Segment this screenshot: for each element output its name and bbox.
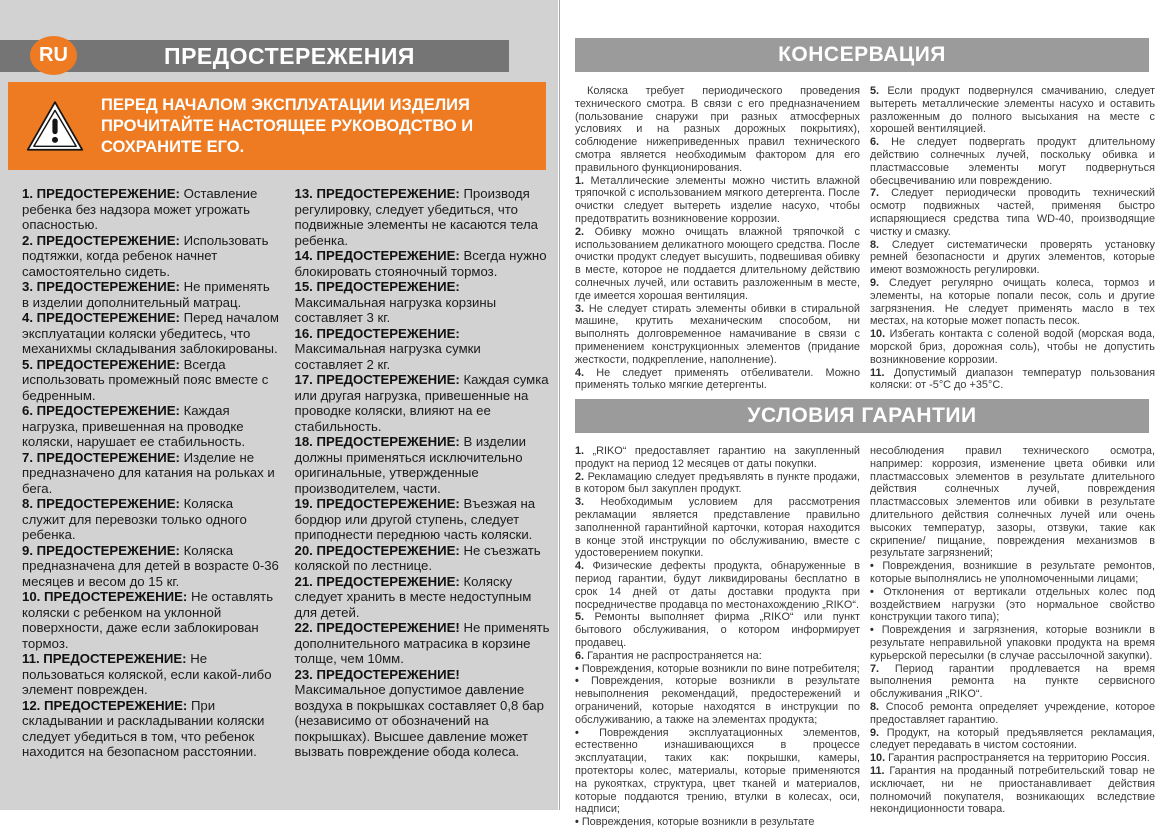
paragraph: 19. ПРЕДОСТЕРЕЖЕНИЕ: Въезжая на бордюр или другой ступень, следует приподнести переднюю часть коляски. — [294, 496, 536, 542]
paragraph: 17. ПРЕДОСТЕРЕЖЕНИЕ: Каждая сумка или другая нагрузка, привешенные на проводке коляски, влияют на ее стабильность. — [294, 372, 549, 434]
paragraph: 13. ПРЕДОСТЕРЕЖЕНИЕ: Производя регулировку, следует убедиться, что подвижные элементы не касаются тела ребенка. — [294, 186, 538, 248]
maintenance-column-1 — [575, 85, 860, 392]
paragraph: 23. ПРЕДОСТЕРЕЖЕНИЕ! Максимальное допустимое давление воздуха в покрышках составляет 0,8 бар (независимо от обозначений на покрышках). Высшее давление может вызвать повреждение обода колеса. — [294, 666, 544, 759]
paragraph: 6. ПРЕДОСТЕРЕЖЕНИЕ: Каждая нагрузка, привешенная на проводке коляски, нарушает ее стабильность. — [22, 403, 246, 449]
paragraph: • Повреждения эксплуатационных элементов, естественно изнашивающихся в процессе эксплуатации, таких как: покрышки, камеры, протекторы колес, материалы, которые применяются на рукоятках, структура, цвет тканей и материалов, которые поддаются трению, втулки в колесах, оси, надписи; — [575, 726, 860, 816]
read-before-use-banner — [8, 82, 546, 170]
paragraph: 6. Не следует подвергать продукт длительному действию солнечных лучей, поскольку обивка и пластмассовые элементы могут подвернуться обесцвечиванию или повреждению. — [870, 136, 1156, 187]
warnings-notice: ПЕРЕД НАЧАЛОМ ЭКСПЛУАТАЦИИ ИЗДЕЛИЯ ПРОЧИТАЙТЕ НАСТОЯЩЕЕ РУКОВОДСТВО И СОХРАНИТЕ ЕГО. — [101, 95, 474, 156]
paragraph: 16. ПРЕДОСТЕРЕЖЕНИЕ: Максимальная нагрузка сумки составляет 2 кг. — [294, 325, 481, 372]
warnings-title: ПРЕДОСТЕРЕЖЕНИЯ — [164, 43, 415, 69]
maintenance-title: КОНСЕРВАЦИЯ — [778, 43, 946, 66]
language-badge: RU — [30, 36, 77, 75]
warning-triangle-icon — [26, 100, 84, 152]
right-panel — [561, 0, 1160, 829]
warranty-title: УСЛОВИЯ ГАРАНТИИ — [747, 404, 977, 427]
paragraph: 5. Если продукт подвернулся смачиванию, следует вытереть металлические элементы насухо и оставить разложенным до полного высыхания на месте с хорошей вентиляцией. — [870, 85, 1156, 136]
paragraph: несоблюдения правил технического осмотра, например: коррозия, изменение цвета обивки или пластмассовых элементов в результате длительного действия солнечных лучей, повреждения пластмассовых элементов или обивки в результате длительного действия солнечных лучей или очень высоких температур, зазоры, отзвуки, такие как скрипение/ пищание, повреждения механизмов в результате загрязнений; — [870, 445, 1155, 560]
paragraph: 4. ПРЕДОСТЕРЕЖЕНИЕ: Перед началом эксплуатации коляски убедитесь, что механихмы складывания заблокированы. — [22, 310, 279, 356]
paragraph: 5. ПРЕДОСТЕРЕЖЕНИЕ: Всегда использовать промежный пояс вместе с бедренным. — [22, 356, 269, 403]
paragraph: 4. Физические дефекты продукта, обнаруженные в период гарантии, будут ликвидированы бесплатно в срок 14 дней от даты доставки продукта при посредничестве продавца по местонахождению „RIKO“. — [575, 560, 861, 611]
paragraph: 18. ПРЕДОСТЕРЕЖЕНИЕ: В изделии должны применяться исключительно оригинальные, утвержденные производителем, части. — [294, 434, 527, 496]
warranty-section — [575, 445, 1155, 829]
paragraph: 7. ПРЕДОСТЕРЕЖЕНИЕ: Изделие не предназначено для катания на рольках и бега. — [22, 449, 275, 496]
paragraph: 21. ПРЕДОСТЕРЕЖЕНИЕ: Коляску следует хранить в месте недоступным для детей. — [294, 573, 532, 620]
paragraph: Коляска требует периодического проведения технического смотра. В связи с его предназначением (пользование снаружи при разных атмосферных условиях и на разных дорожных покрытиях), соблюдение нижеприведенных правил технического смотра является необходимым фактором для его правильного функционирования. — [575, 85, 860, 174]
paragraph: 11. Допустимый диапазон температур пользования коляски: от -5°C до +35°C. — [870, 366, 1155, 392]
paragraph: 1. ПРЕДОСТЕРЕЖЕНИЕ: Оставление ребенка без надзора может угрожать опасностью. — [22, 186, 258, 232]
paragraph: • Повреждения и загрязнения, которые возникли в результате неправильной упаковки продукта на время курьерской пересылки (в случае рассылочной закупки). — [870, 624, 1156, 662]
paragraph: 10. Гарантия распространяется на территорию Россия. — [870, 752, 1150, 765]
maintenance-column-2 — [870, 85, 1155, 392]
paragraph: 9. Следует регулярно очищать колеса, тормоз и элементы, на которые попали песок, соль и другие загрязнения. Не следует применять масло в тех местах, на которые может попасть песок. — [870, 276, 1156, 328]
paragraph: 2. ПРЕДОСТЕРЕЖЕНИЕ: Использовать подтяжки, когда ребенок начнет самостоятельно сидеть. — [22, 232, 269, 279]
paragraph: 2. Рекламацию следует предъявлять в пункте продажи, в котором был закуплен продукт. — [575, 470, 861, 496]
paragraph: • Повреждения, которые возникли в результате невыполнения рекомендаций, предостережений и ограничений, которые находятся в инструкции по обслуживанию, а также на элементах продукта; — [575, 675, 860, 726]
paragraph: 11. Гарантия на проданный потребительский товар не исключает, ни не приостанавливает действия полномочий покупателя, возникающих вследствие некондиционности товара. — [870, 764, 1155, 816]
paragraph: 12. ПРЕДОСТЕРЕЖЕНИЕ: При складывании и раскладывании коляски следует убедиться в том, что ребенок находится на безопасном расстоянии. — [22, 697, 265, 759]
paragraph: 14. ПРЕДОСТЕРЕЖЕНИЕ: Всегда нужно блокировать стояночный тормоз. — [294, 248, 547, 279]
paragraph: 22. ПРЕДОСТЕРЕЖЕНИЕ! Не применять дополнительного матрасика в корзине толще, чем 10мм. — [294, 620, 550, 666]
paragraph: 8. Способ ремонта определяет учреждение, которое предоставляет гарантию. — [870, 700, 1156, 726]
panel-divider — [559, 0, 560, 810]
warnings-column-1 — [22, 186, 280, 760]
paragraph: 3. ПРЕДОСТЕРЕЖЕНИЕ: Не применять в изделии дополнительный матрац. — [22, 279, 270, 310]
paragraph: 10. Избегать контакта с соленой водой (морская вода, морской бриз, дорожная соль), чтобы не допустить возникновение коррозии. — [870, 328, 1155, 366]
paragraph: 8. ПРЕДОСТЕРЕЖЕНИЕ: Коляска служит для перевозки только одного ребенка. — [22, 496, 247, 542]
maintenance-header — [575, 38, 1149, 72]
paragraph: 7. Следует периодически проводить технический осмотр подвижных частей, применяя быстро испаряющиеся средства типа WD-40, производящие чистку и смазку. — [870, 187, 1155, 238]
paragraph: 5. Ремонты выполняет фирма „RIKO“ или пункт бытового обслуживания, о котором информирует продавец. — [575, 611, 861, 649]
paragraph: 15. ПРЕДОСТЕРЕЖЕНИЕ: Максимальная нагрузка корзины составляет 3 кг. — [294, 279, 497, 325]
paragraph: 6. Гарантия не распространяется на: — [575, 649, 762, 662]
warnings-body — [22, 186, 552, 760]
paragraph: 3. Не следует стирать элементы обивки в стиральной машине, крутить механическим способом, ни выполнять долговременное намачивание в связи с применением конструкционных элементов (придание жесткости, подкрепление, наполнение). — [575, 302, 861, 366]
paragraph: 20. ПРЕДОСТЕРЕЖЕНИЕ: Не съезжать коляской по лестнице. — [294, 542, 541, 573]
paragraph: 8. Следует систематически проверять установку ремней безопасности и других элементов, которые имеют возможность регулировки. — [870, 238, 1155, 277]
paragraph: 4. Не следует применять отбеливатели. Можно применять только мягкие детергенты. — [575, 366, 861, 392]
paragraph: • Повреждения, которые возникли по вине потребителя; — [575, 662, 860, 675]
paragraph: 9. Продукт, на который предъявляется рекламация, следует передавать в чистом состоянии. — [870, 726, 1155, 752]
paragraph: • Повреждения, которые возникли в результате — [575, 816, 815, 829]
warnings-panel — [0, 0, 558, 810]
warranty-column-1 — [575, 445, 860, 829]
paragraph: 3. Необходимым условием для рассмотрения рекламации является представление правильно заполненной гарантийной карточки, которая находится в конце этой инструкции по обслуживанию, вместе с удостоверением покупки. — [575, 496, 861, 560]
paragraph: 2. Обивку можно очищать влажной тряпочкой с использованием деликатного моющего средства. После очистки продукт следует высушить, подвешивая обивку в месте, которое не поддается длительному действию солнечных лучей, или оставить разложенным в месте, где имеется хорошая вентиляция. — [575, 225, 860, 302]
paragraph: 7. Период гарантии продлевается на время выполнения ремонта на пункте сервисного обслуживания „RIKO“. — [870, 662, 1156, 701]
paragraph: 11. ПРЕДОСТЕРЕЖЕНИЕ: Не пользоваться коляской, если какой-либо элемент поврежден. — [22, 651, 272, 697]
warranty-column-2 — [870, 445, 1155, 829]
warnings-column-2 — [295, 186, 553, 760]
paragraph: 1. Металлические элементы можно чистить влажной тряпочкой с использованием мягкого детергента. После очистки следует вытереть изделие насухо, чтобы предотвратить возникновение коррозии. — [575, 174, 861, 225]
paragraph: 10. ПРЕДОСТЕРЕЖЕНИЕ: Не оставлять коляски с ребенком на уклонной поверхности, даже если заблокирован тормоз. — [22, 589, 274, 651]
warranty-header — [575, 399, 1149, 433]
paragraph: • Повреждения, возникшие в результате ремонтов, которые выполнялись не уполномоченными лицами; — [870, 560, 1155, 585]
paragraph: 1. „RIKO“ предоставляет гарантию на закупленный продукт на период 12 месяцев от даты покупки. — [575, 445, 860, 470]
maintenance-section — [575, 85, 1155, 392]
paragraph: 9. ПРЕДОСТЕРЕЖЕНИЕ: Коляска предназначена для детей в возрасте 0-36 месяцев и весом до 15 кг. — [22, 542, 279, 589]
paragraph: • Отклонения от вертикали отдельных колес под воздействием нагрузки (это нормальное свойство конструкции такого типа); — [870, 585, 1155, 624]
